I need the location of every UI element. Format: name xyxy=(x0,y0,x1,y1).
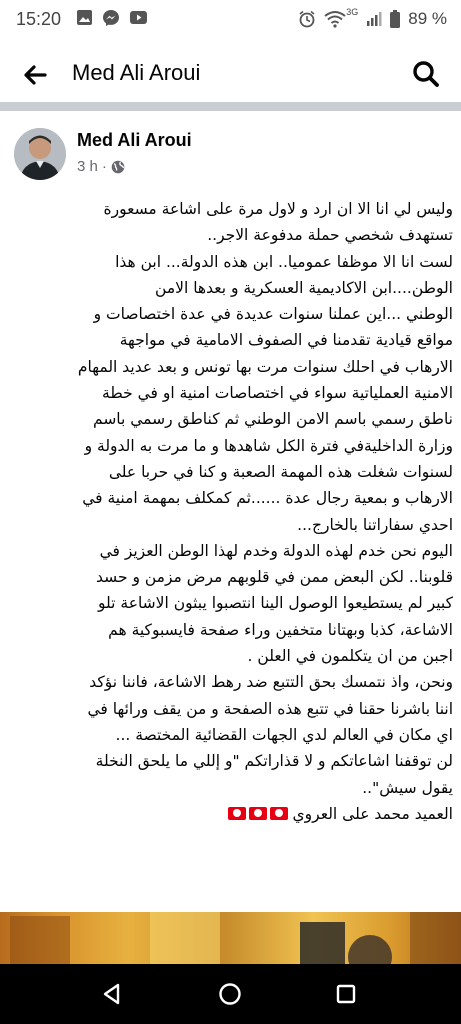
network-type: 3G xyxy=(346,7,359,17)
post-line: قلوبنا.. لكن البعض ممن في قلوبهم مرض مزمن و حسد xyxy=(95,568,453,587)
signal-icon xyxy=(366,11,382,27)
search-icon[interactable] xyxy=(411,59,441,89)
post-image[interactable] xyxy=(0,912,461,964)
back-triangle-icon[interactable] xyxy=(98,980,126,1008)
battery-percent: 89 % xyxy=(408,9,447,28)
profile-photo xyxy=(14,128,66,180)
post-line: اجبن من ان يتكلمون في العلن . xyxy=(247,647,453,666)
youtube-icon xyxy=(129,9,148,26)
author-name[interactable]: Med Ali Aroui xyxy=(77,130,192,150)
post-line: لن توقفنا اشاعاتكم و لا قذاراتكم "و إللي ما يلحق النخلة xyxy=(95,752,453,771)
post-line: تستهدف شخصي حملة مدفوعة الاجر.. xyxy=(207,226,453,245)
wifi-icon xyxy=(324,10,346,28)
messenger-icon xyxy=(102,9,120,27)
post-signature-line xyxy=(8,801,453,827)
post-lines xyxy=(8,196,453,801)
post-line: الارهاب و بمعية رجال عدة ......ثم كمكلف بمهمة امنية في xyxy=(82,489,453,508)
battery-icon xyxy=(390,10,400,28)
signature-flags xyxy=(225,805,288,823)
post-line: ونحن، واذ نتمسك بحق التتبع ضد رهط الاشاعة، فاننا نؤكد xyxy=(89,673,453,692)
gallery-icon xyxy=(76,9,93,26)
post-line: الامنية العملياتية سواء في اختصاصات امنية او في خطة xyxy=(102,384,453,403)
post-line: كبير لم يستطيعوا الوصول الينا انتصبوا يبثون الاشاعة تلو xyxy=(98,594,453,613)
tunisia-flag-icon xyxy=(270,807,288,820)
app-bar xyxy=(0,46,461,100)
post-line: ناطق رسمي باسم الامن الوطني ثم كناطق رسمي باسم xyxy=(93,410,453,429)
meta-separator: · xyxy=(101,158,107,175)
post-line: مواقع قيادية تقدمنا في الصفوف الامامية في مواجهة xyxy=(119,331,453,350)
post-line: اننا باشرنا حقنا في تتبع هذه الصفحة و من يقف ورائها في xyxy=(87,699,453,718)
post-text xyxy=(8,196,453,827)
section-divider xyxy=(0,102,461,111)
back-arrow-icon[interactable] xyxy=(20,60,50,90)
post-time[interactable]: 3 h xyxy=(77,158,98,175)
status-time: 15:20 xyxy=(16,9,62,29)
post-line: الوطني ...اين عملنا سنوات عديدة في عدة اختصاصات و xyxy=(93,305,453,324)
signature-text: العميد محمد على العروي xyxy=(292,804,453,823)
public-globe-icon xyxy=(111,160,125,174)
system-navigation-bar xyxy=(0,964,461,1024)
post-line: الارهاب في احلك سنوات مرت بها تونس و بعد عديد المهام xyxy=(77,357,453,376)
post-line: وزارة الداخليةفي فترة الكل شاهدها و ما مرت به الدولة و xyxy=(84,436,453,455)
post-line: اليوم نحن خدم لهذه الدولة وخدم لهذا الوطن العزيز في xyxy=(99,541,453,560)
recents-square-icon[interactable] xyxy=(332,980,360,1008)
page-title: Med Ali Aroui xyxy=(72,60,201,85)
home-circle-icon[interactable] xyxy=(216,980,244,1008)
status-bar xyxy=(0,0,461,40)
avatar[interactable] xyxy=(14,128,66,180)
post-line: احدي سفاراتنا بالخارج... xyxy=(297,515,453,534)
post-line: لسنوات شغلت هذه المهمة الصعبة و كنا في حربا على xyxy=(108,462,453,481)
tunisia-flag-icon xyxy=(249,807,267,820)
post-meta xyxy=(77,158,125,175)
post-line: الوطن....ابن الاكاديمية العسكرية و بعدها الامن xyxy=(155,278,453,297)
alarm-icon xyxy=(298,10,316,28)
post-line: اي مكان في العالم لدي الجهات القضائية المختصة ... xyxy=(115,725,453,744)
post-line: وليس لي انا الا ان ارد و لاول مرة على اشاعة مسعورة xyxy=(103,200,453,218)
status-right xyxy=(298,9,447,29)
tunisia-flag-icon xyxy=(228,807,246,820)
post-line: يقول سيش".. xyxy=(362,778,453,797)
post-line: الاشاعة، كذبا وبهتانا متخفين وراء صفحة فايسبوكية هم xyxy=(108,620,453,639)
post-header xyxy=(0,118,461,188)
notification-icons xyxy=(76,9,148,27)
post-image-content xyxy=(0,912,461,964)
post-line: لست انا الا موظفا عموميا.. ابن هذه الدولة... ابن هذا xyxy=(115,252,453,271)
